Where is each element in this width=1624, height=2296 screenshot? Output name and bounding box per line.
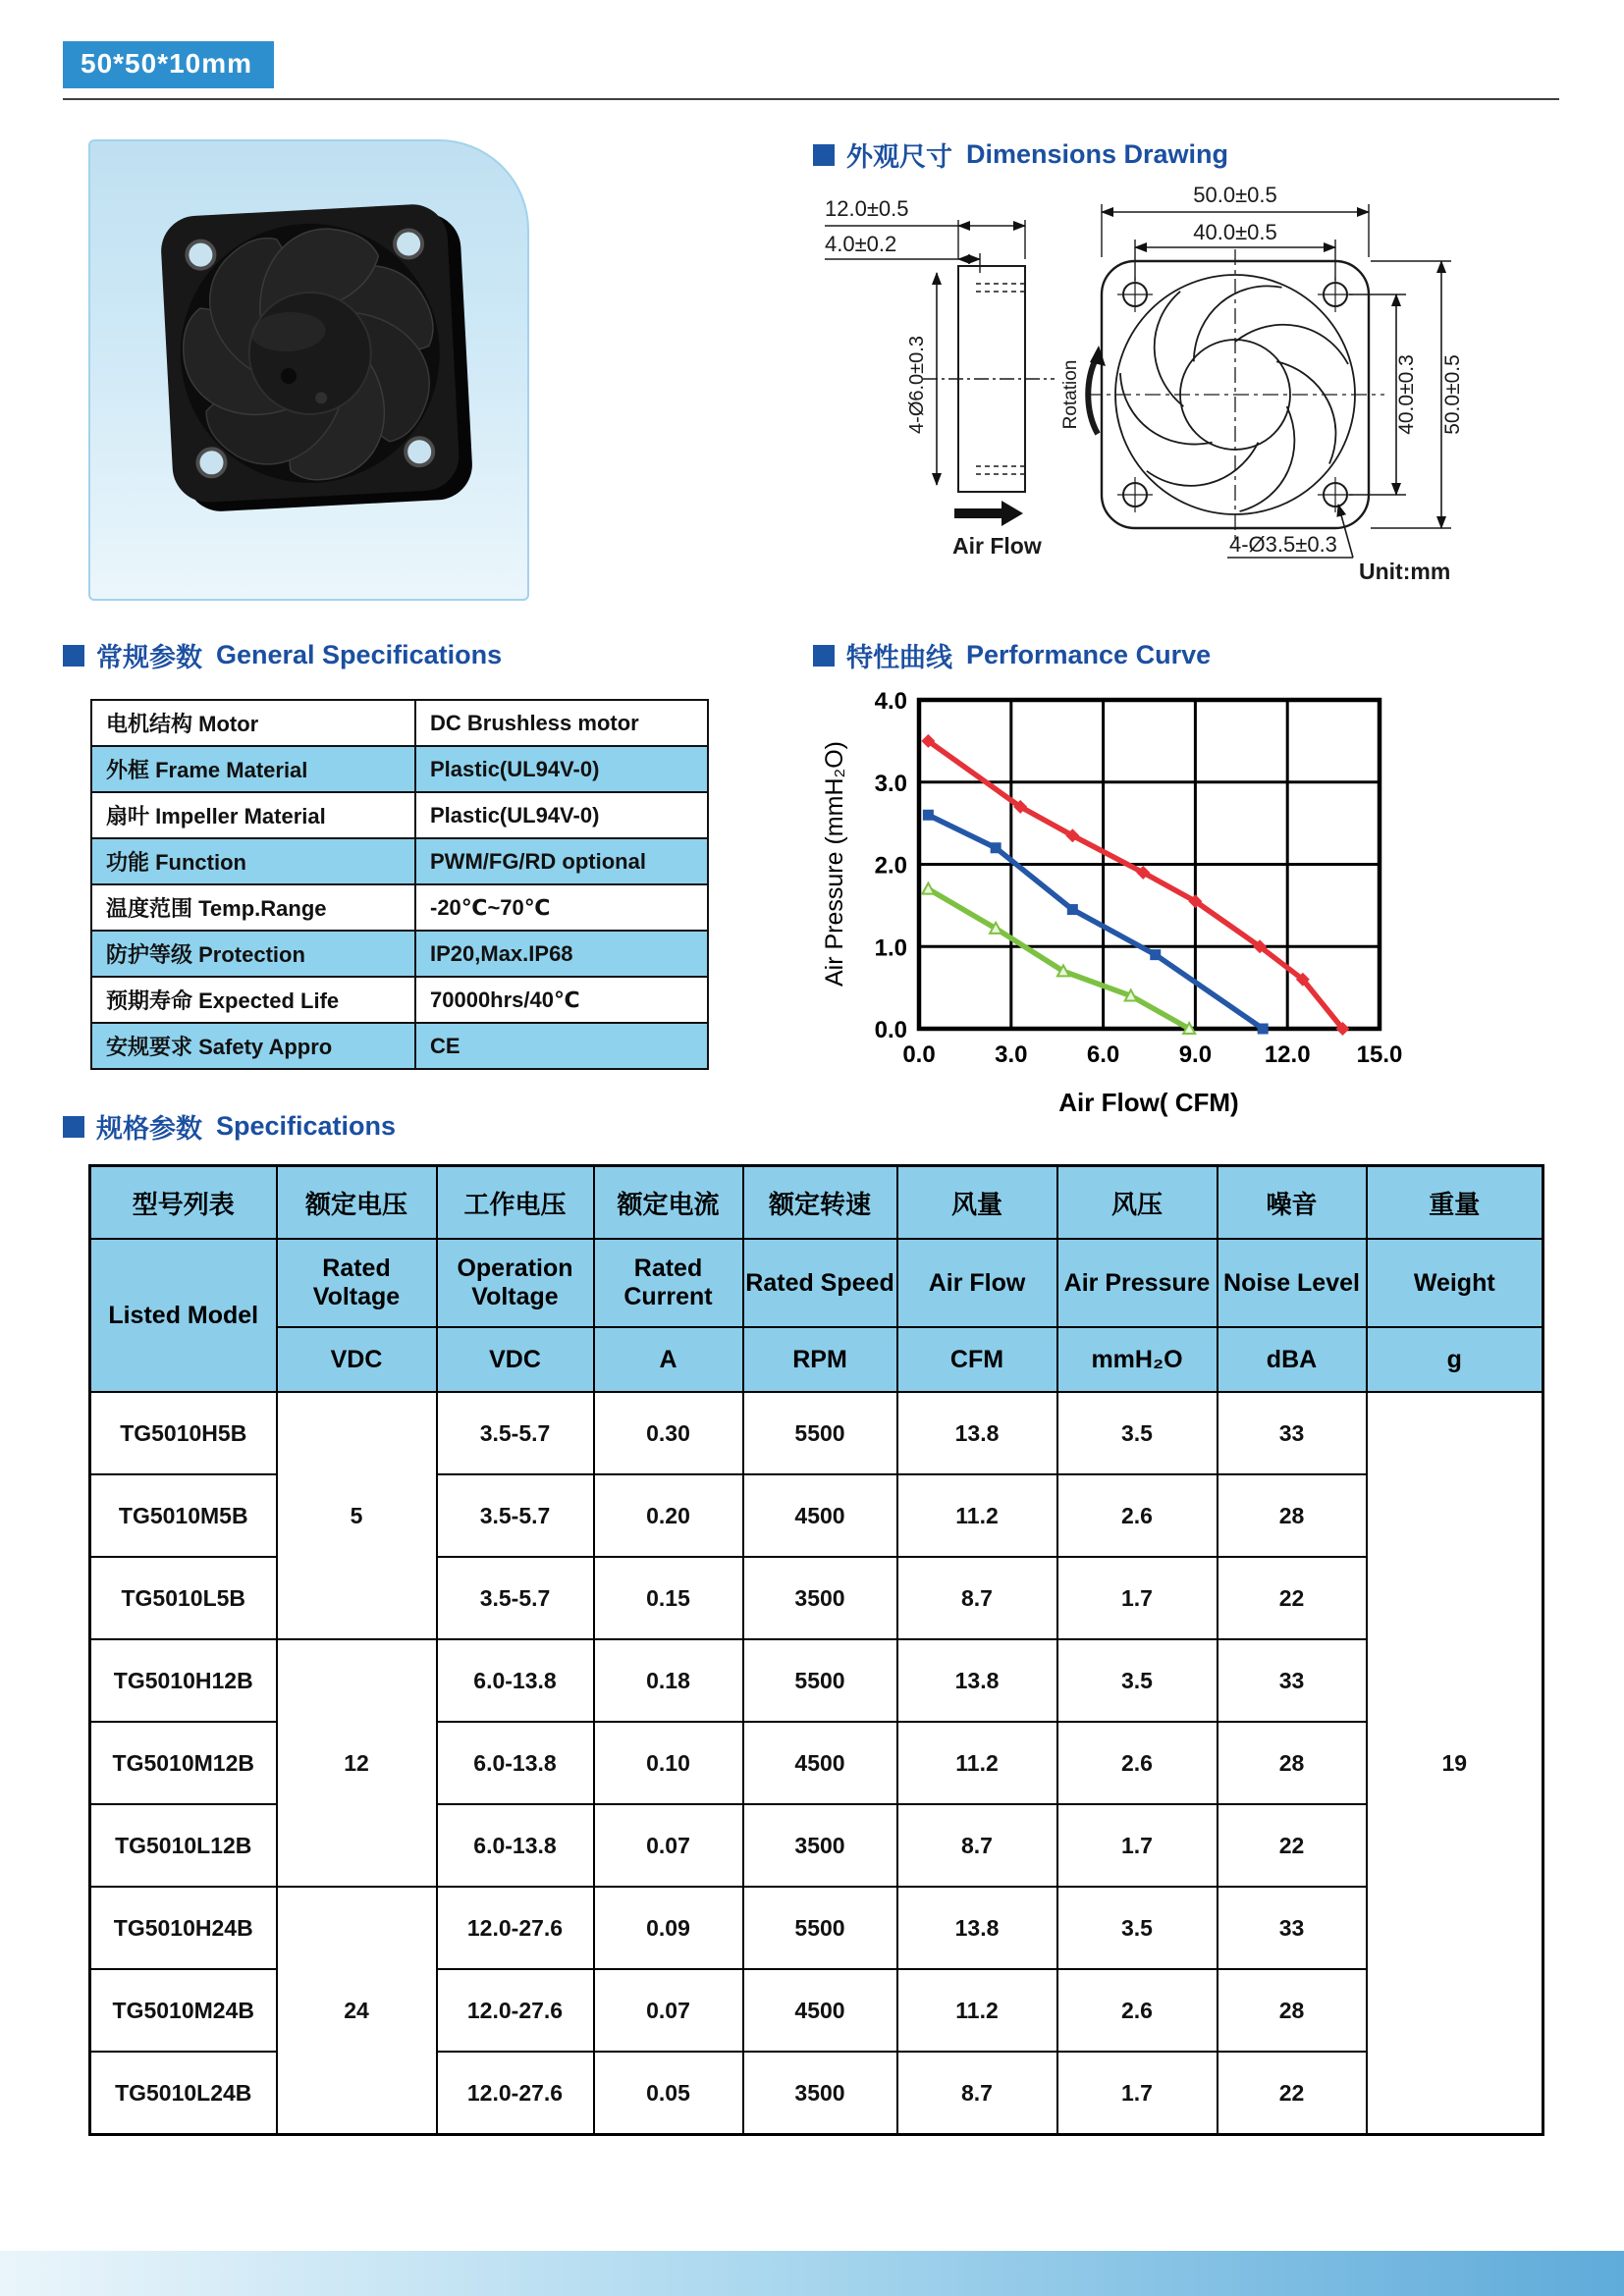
- model-cell: TG5010L5B: [90, 1557, 277, 1639]
- fan-photo-illustration: [90, 141, 527, 599]
- dim-flange-label: 4.0±0.2: [825, 232, 897, 256]
- spec-value: -20℃~70℃: [415, 884, 708, 931]
- spec-label: 电机结构 Motor: [91, 700, 415, 746]
- pressure-cell: 3.5: [1057, 1392, 1218, 1474]
- current-cell: 0.20: [594, 1474, 743, 1557]
- x-tick-label: 0.0: [902, 1041, 936, 1068]
- dim-outer-width-label: 50.0±0.5: [1193, 183, 1277, 207]
- y-tick-label: 1.0: [874, 934, 907, 962]
- rotation-label: Rotation: [1060, 359, 1081, 430]
- noise-cell: 33: [1218, 1887, 1367, 1969]
- col-header: 额定电压: [277, 1166, 437, 1240]
- unit-header: RPM: [743, 1327, 897, 1392]
- col-header: 型号列表: [90, 1166, 277, 1240]
- spec-value: PWM/FG/RD optional: [415, 838, 708, 884]
- unit-header: mmH₂O: [1057, 1327, 1218, 1392]
- spec-value: 70000hrs/40℃: [415, 977, 708, 1023]
- weight-cell: 19: [1367, 1392, 1543, 2135]
- current-cell: 0.07: [594, 1969, 743, 2052]
- curve-diamond: [928, 741, 1342, 1029]
- col-header: 噪音: [1218, 1166, 1367, 1240]
- current-cell: 0.15: [594, 1557, 743, 1639]
- spec-value: CE: [415, 1023, 708, 1069]
- pressure-cell: 3.5: [1057, 1639, 1218, 1722]
- col-header: Rated Voltage: [277, 1239, 437, 1327]
- spec-label: 安规要求 Safety Appro: [91, 1023, 415, 1069]
- pressure-cell: 3.5: [1057, 1887, 1218, 1969]
- col-header: Air Flow: [897, 1239, 1057, 1327]
- dim-hole-diameter-label: 4-Ø3.5±0.3: [1229, 532, 1337, 557]
- pressure-cell: 2.6: [1057, 1969, 1218, 2052]
- spec-value: Plastic(UL94V-0): [415, 792, 708, 838]
- airflow-cell: 8.7: [897, 2052, 1057, 2135]
- current-cell: 0.05: [594, 2052, 743, 2135]
- table-row: [91, 700, 708, 746]
- table-row: [91, 792, 708, 838]
- x-tick-label: 9.0: [1178, 1041, 1213, 1068]
- model-cell: TG5010H12B: [90, 1639, 277, 1722]
- col-header: 工作电压: [437, 1166, 594, 1240]
- model-cell: TG5010H5B: [90, 1392, 277, 1474]
- table-row: [91, 977, 708, 1023]
- current-cell: 0.30: [594, 1392, 743, 1474]
- speed-cell: 5500: [743, 1639, 897, 1722]
- op-voltage-cell: 12.0-27.6: [437, 1887, 594, 1969]
- rated-voltage-cell: 12: [277, 1639, 437, 1887]
- op-voltage-cell: 3.5-5.7: [437, 1557, 594, 1639]
- performance-title-zh: 特性曲线: [846, 643, 952, 672]
- series-marker: [1258, 1024, 1269, 1035]
- spec-value: IP20,Max.IP68: [415, 931, 708, 977]
- model-cell: TG5010L24B: [90, 2052, 277, 2135]
- x-tick-label: 3.0: [995, 1041, 1028, 1068]
- product-photo-panel: [88, 139, 529, 601]
- footer-band: [0, 2251, 1624, 2296]
- current-cell: 0.18: [594, 1639, 743, 1722]
- airflow-cell: 11.2: [897, 1722, 1057, 1804]
- pressure-cell: 2.6: [1057, 1722, 1218, 1804]
- dimensions-title-en: Dimensions Drawing: [966, 139, 1229, 169]
- performance-curve-chart: [809, 675, 1565, 1137]
- speed-cell: 4500: [743, 1969, 897, 2052]
- dimensions-title-zh: 外观尺寸: [846, 142, 952, 172]
- speed-cell: 4500: [743, 1722, 897, 1804]
- current-cell: 0.07: [594, 1804, 743, 1887]
- unit-header: dBA: [1218, 1327, 1367, 1392]
- unit-header: VDC: [277, 1327, 437, 1392]
- specifications-section-title: [63, 1107, 396, 1146]
- pressure-cell: 2.6: [1057, 1474, 1218, 1557]
- general-specs-table: [90, 699, 709, 1070]
- table-row: [91, 884, 708, 931]
- y-tick-label: 4.0: [874, 688, 907, 715]
- size-badge: 50*50*10mm: [63, 41, 274, 88]
- dim-side-holes-label: 4-Ø6.0±0.3: [906, 336, 928, 434]
- section-bullet-icon: [63, 645, 84, 667]
- rated-voltage-cell: 5: [277, 1392, 437, 1639]
- specifications-title-en: Specifications: [216, 1111, 397, 1141]
- y-tick-label: 0.0: [874, 1017, 907, 1043]
- specifications-title-zh: 规格参数: [96, 1114, 202, 1144]
- x-tick-label: 6.0: [1086, 1041, 1120, 1068]
- col-header: Weight: [1367, 1239, 1543, 1327]
- col-header: 风压: [1057, 1166, 1218, 1240]
- unit-header: A: [594, 1327, 743, 1392]
- spec-label: 功能 Function: [91, 838, 415, 884]
- noise-cell: 22: [1218, 1804, 1367, 1887]
- table-row: [91, 1023, 708, 1069]
- noise-cell: 22: [1218, 2052, 1367, 2135]
- x-tick-label: 12.0: [1264, 1041, 1311, 1068]
- performance-title-en: Performance Curve: [966, 640, 1212, 669]
- col-header: 额定电流: [594, 1166, 743, 1240]
- spec-label: 预期寿命 Expected Life: [91, 977, 415, 1023]
- general-section-title: [63, 636, 502, 674]
- airflow-cell: 13.8: [897, 1639, 1057, 1722]
- noise-cell: 33: [1218, 1639, 1367, 1722]
- airflow-cell: 8.7: [897, 1804, 1057, 1887]
- table-row: [91, 838, 708, 884]
- model-cell: TG5010M5B: [90, 1474, 277, 1557]
- speed-cell: 3500: [743, 2052, 897, 2135]
- header-row-zh: [90, 1166, 1543, 1240]
- current-cell: 0.09: [594, 1887, 743, 1969]
- dim-outer-height-label: 50.0±0.5: [1441, 354, 1464, 435]
- unit-header: g: [1367, 1327, 1543, 1392]
- table-row: [90, 1392, 1543, 1474]
- model-cell: TG5010M12B: [90, 1722, 277, 1804]
- airflow-label: Air Flow: [952, 533, 1042, 559]
- unit-header: VDC: [437, 1327, 594, 1392]
- op-voltage-cell: 12.0-27.6: [437, 2052, 594, 2135]
- speed-cell: 5500: [743, 1392, 897, 1474]
- y-tick-label: 3.0: [874, 770, 907, 797]
- spec-label: 温度范围 Temp.Range: [91, 884, 415, 931]
- noise-cell: 28: [1218, 1969, 1367, 2052]
- spec-label: 防护等级 Protection: [91, 931, 415, 977]
- section-bullet-icon: [813, 645, 835, 667]
- col-header: Listed Model: [90, 1239, 277, 1392]
- table-row: [90, 1639, 1543, 1722]
- op-voltage-cell: 6.0-13.8: [437, 1804, 594, 1887]
- series-marker: [991, 842, 1001, 853]
- col-header: 风量: [897, 1166, 1057, 1240]
- noise-cell: 33: [1218, 1392, 1367, 1474]
- pressure-cell: 1.7: [1057, 2052, 1218, 2135]
- unit-header: CFM: [897, 1327, 1057, 1392]
- noise-cell: 22: [1218, 1557, 1367, 1639]
- chart-tick-layer: [875, 688, 1403, 1068]
- col-header: Rated Current: [594, 1239, 743, 1327]
- x-axis-title: Air Flow( CFM): [1058, 1088, 1239, 1117]
- section-bullet-icon: [63, 1116, 84, 1138]
- model-cell: TG5010L12B: [90, 1804, 277, 1887]
- header-row-en: [90, 1239, 1543, 1327]
- col-header: Air Pressure: [1057, 1239, 1218, 1327]
- airflow-arrow-icon: [954, 501, 1023, 526]
- op-voltage-cell: 12.0-27.6: [437, 1969, 594, 2052]
- model-cell: TG5010M24B: [90, 1969, 277, 2052]
- x-tick-label: 15.0: [1356, 1041, 1403, 1068]
- general-title-en: General Specifications: [216, 640, 503, 669]
- pressure-cell: 1.7: [1057, 1557, 1218, 1639]
- speed-cell: 5500: [743, 1887, 897, 1969]
- airflow-cell: 11.2: [897, 1474, 1057, 1557]
- spec-value: DC Brushless motor: [415, 700, 708, 746]
- header-divider: [63, 98, 1559, 100]
- dim-pitch-width-label: 40.0±0.5: [1193, 220, 1277, 244]
- spec-value: Plastic(UL94V-0): [415, 746, 708, 792]
- airflow-cell: 11.2: [897, 1969, 1057, 2052]
- op-voltage-cell: 3.5-5.7: [437, 1392, 594, 1474]
- col-header: Operation Voltage: [437, 1239, 594, 1327]
- unit-label: Unit:mm: [1359, 559, 1451, 584]
- op-voltage-cell: 3.5-5.7: [437, 1474, 594, 1557]
- col-header: 额定转速: [743, 1166, 897, 1240]
- model-cell: TG5010H24B: [90, 1887, 277, 1969]
- series-marker: [923, 810, 934, 821]
- rated-voltage-cell: 24: [277, 1887, 437, 2135]
- table-row: [91, 931, 708, 977]
- pressure-cell: 1.7: [1057, 1804, 1218, 1887]
- noise-cell: 28: [1218, 1474, 1367, 1557]
- table-row: [90, 1887, 1543, 1969]
- spec-label: 扇叶 Impeller Material: [91, 792, 415, 838]
- col-header: Rated Speed: [743, 1239, 897, 1327]
- speed-cell: 3500: [743, 1804, 897, 1887]
- airflow-cell: 8.7: [897, 1557, 1057, 1639]
- noise-cell: 28: [1218, 1722, 1367, 1804]
- op-voltage-cell: 6.0-13.8: [437, 1722, 594, 1804]
- specifications-table: [88, 1164, 1544, 2136]
- spec-label: 外框 Frame Material: [91, 746, 415, 792]
- speed-cell: 3500: [743, 1557, 897, 1639]
- dimensions-drawing: [807, 163, 1602, 614]
- speed-cell: 4500: [743, 1474, 897, 1557]
- performance-section-title: [813, 636, 1211, 674]
- table-row: [91, 746, 708, 792]
- dim-pitch-height-label: 40.0±0.3: [1395, 354, 1418, 435]
- general-title-zh: 常规参数: [96, 643, 202, 672]
- chart-series-layer: [921, 734, 1349, 1036]
- airflow-cell: 13.8: [897, 1887, 1057, 1969]
- y-axis-title: Air Pressure (mmH₂O): [821, 741, 848, 987]
- op-voltage-cell: 6.0-13.8: [437, 1639, 594, 1722]
- series-marker: [1150, 949, 1161, 960]
- airflow-cell: 13.8: [897, 1392, 1057, 1474]
- header-row-units: [90, 1327, 1543, 1392]
- dim-depth-label: 12.0±0.5: [825, 196, 909, 221]
- series-marker: [1067, 904, 1078, 915]
- current-cell: 0.10: [594, 1722, 743, 1804]
- front-view-blades: [1103, 263, 1360, 520]
- col-header: Noise Level: [1218, 1239, 1367, 1327]
- y-tick-label: 2.0: [874, 852, 907, 880]
- col-header: 重量: [1367, 1166, 1543, 1240]
